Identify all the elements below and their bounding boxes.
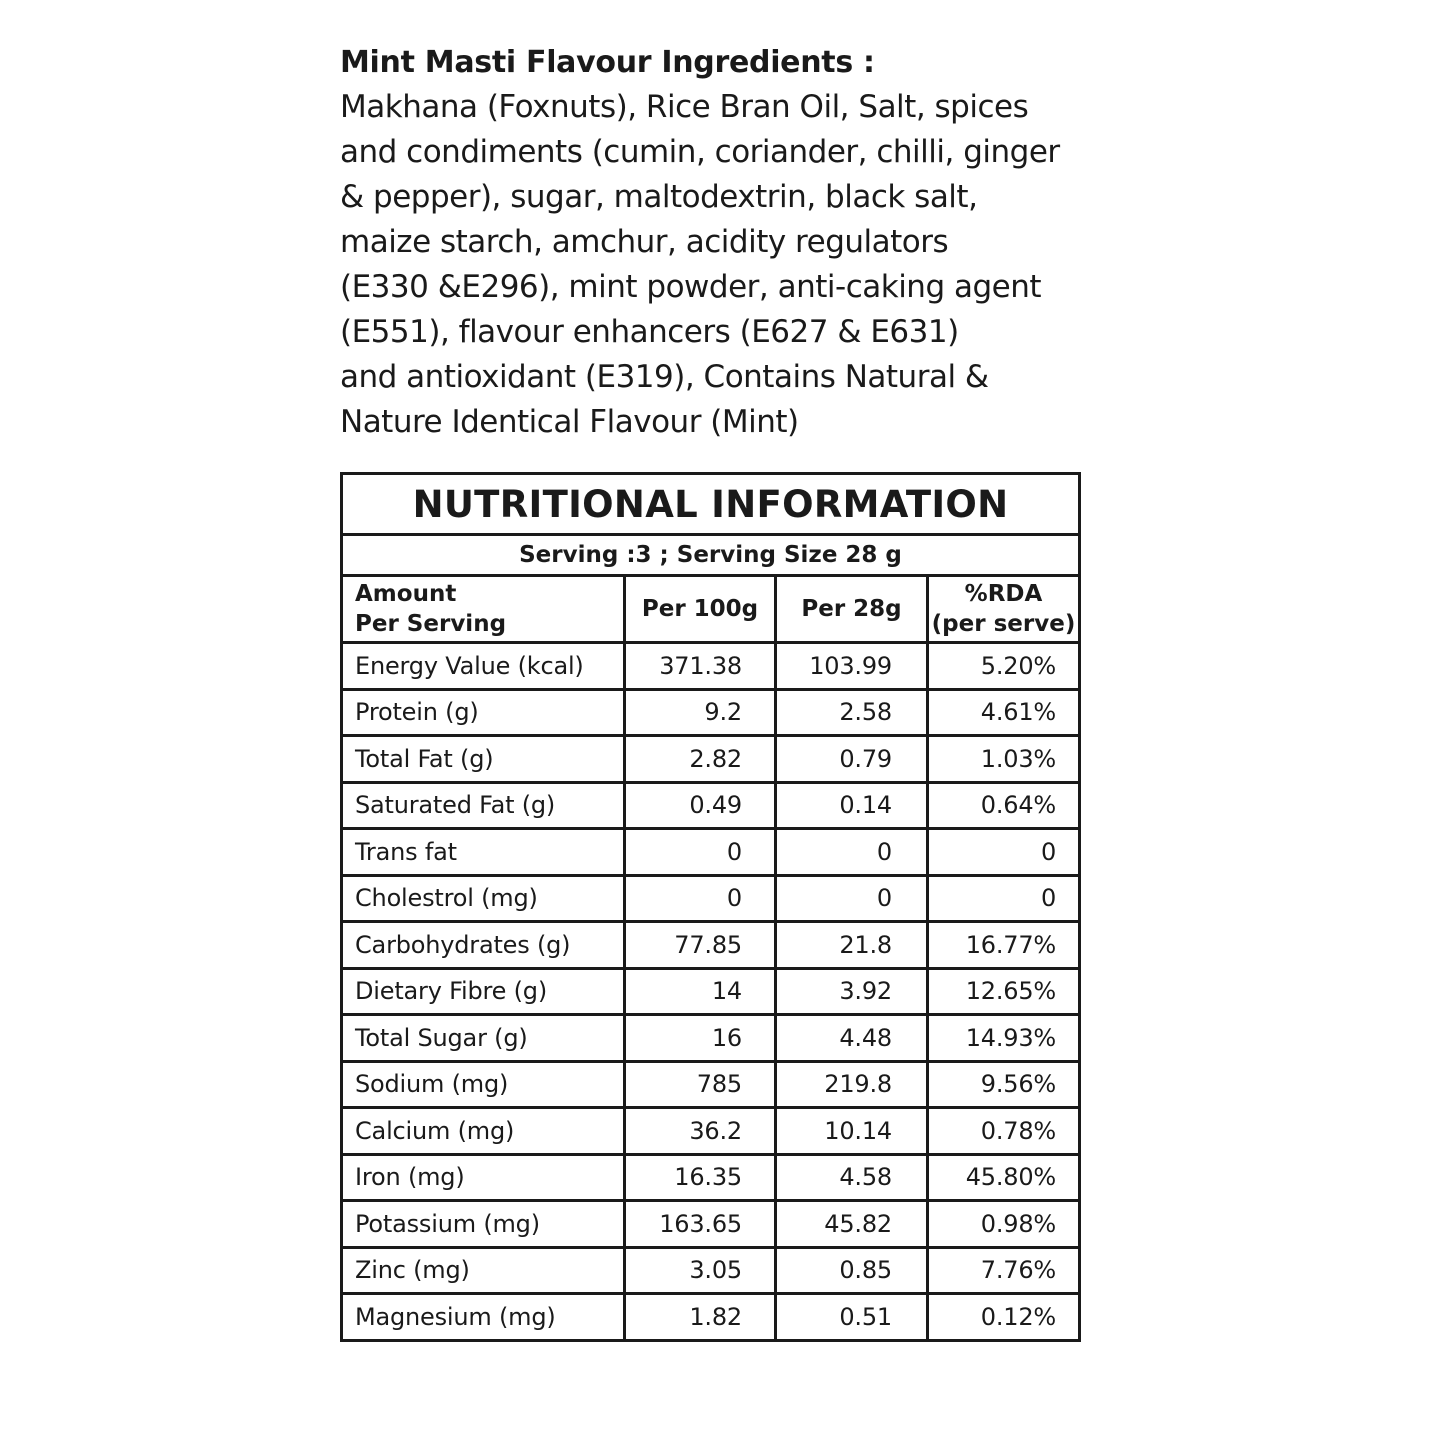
ingredients-line: Nature Identical Flavour (Mint)	[340, 404, 799, 440]
header-per-28g: Per 28g	[776, 576, 928, 643]
value-per-28g: 0.85	[776, 1247, 928, 1294]
table-row	[342, 1247, 1080, 1294]
nutrition-table	[340, 472, 1081, 1342]
nutrient-name: Potassium (mg)	[342, 1201, 625, 1248]
value-per-100g: 0	[625, 829, 776, 876]
value-per-28g: 0.14	[776, 782, 928, 829]
value-per-28g: 0.79	[776, 736, 928, 783]
nutrient-name: Saturated Fat (g)	[342, 782, 625, 829]
value-per-28g: 0	[776, 875, 928, 922]
table-row	[342, 1154, 1080, 1201]
value-per-28g: 0.51	[776, 1294, 928, 1341]
value-rda: 12.65%	[928, 968, 1080, 1015]
value-rda: 5.20%	[928, 643, 1080, 690]
value-rda: 0.98%	[928, 1201, 1080, 1248]
header-per-100g: Per 100g	[625, 576, 776, 643]
value-rda: 45.80%	[928, 1154, 1080, 1201]
header-rda-line2: (per serve)	[931, 611, 1076, 637]
value-per-28g: 21.8	[776, 922, 928, 969]
value-per-100g: 785	[625, 1061, 776, 1108]
value-rda: 16.77%	[928, 922, 1080, 969]
value-per-28g: 3.92	[776, 968, 928, 1015]
ingredients-title: Mint Masti Flavour Ingredients :	[340, 45, 875, 80]
ingredients-line: Makhana (Foxnuts), Rice Bran Oil, Salt, spices	[340, 89, 1029, 125]
table-row	[342, 922, 1080, 969]
ingredients-line: and antioxidant (E319), Contains Natural &	[340, 359, 989, 395]
nutrient-name: Cholestrol (mg)	[342, 875, 625, 922]
nutrient-name: Calcium (mg)	[342, 1108, 625, 1155]
nutrient-name: Total Sugar (g)	[342, 1015, 625, 1062]
nutrient-name: Iron (mg)	[342, 1154, 625, 1201]
value-per-28g: 4.48	[776, 1015, 928, 1062]
table-row	[342, 875, 1080, 922]
ingredients-section	[340, 40, 1140, 445]
value-per-100g: 0	[625, 875, 776, 922]
value-per-28g: 2.58	[776, 689, 928, 736]
table-row	[342, 782, 1080, 829]
table-row	[342, 829, 1080, 876]
header-amount-line1: Amount	[355, 581, 457, 607]
value-per-100g: 16	[625, 1015, 776, 1062]
table-header-row	[342, 576, 1080, 643]
value-per-100g: 163.65	[625, 1201, 776, 1248]
value-per-100g: 77.85	[625, 922, 776, 969]
nutrition-title: NUTRITIONAL INFORMATION	[342, 474, 1080, 535]
value-per-28g: 4.58	[776, 1154, 928, 1201]
table-row	[342, 968, 1080, 1015]
table-row	[342, 736, 1080, 783]
header-amount-per-serving	[342, 576, 625, 643]
nutrient-name: Protein (g)	[342, 689, 625, 736]
serving-info: Serving :3 ; Serving Size 28 g	[342, 535, 1080, 576]
value-rda: 7.76%	[928, 1247, 1080, 1294]
header-rda	[928, 576, 1080, 643]
table-row	[342, 1061, 1080, 1108]
table-row	[342, 1015, 1080, 1062]
value-per-100g: 14	[625, 968, 776, 1015]
value-per-100g: 371.38	[625, 643, 776, 690]
value-rda: 0.12%	[928, 1294, 1080, 1341]
ingredients-line: and condiments (cumin, coriander, chilli, ginger	[340, 134, 1060, 170]
value-per-28g: 10.14	[776, 1108, 928, 1155]
value-per-100g: 3.05	[625, 1247, 776, 1294]
value-rda: 9.56%	[928, 1061, 1080, 1108]
ingredients-line: (E551), flavour enhancers (E627 & E631)	[340, 314, 959, 350]
nutrition-rows	[342, 643, 1080, 1341]
nutrient-name: Magnesium (mg)	[342, 1294, 625, 1341]
nutrient-name: Total Fat (g)	[342, 736, 625, 783]
nutrient-name: Carbohydrates (g)	[342, 922, 625, 969]
table-row	[342, 643, 1080, 690]
value-per-100g: 2.82	[625, 736, 776, 783]
value-rda: 4.61%	[928, 689, 1080, 736]
table-row	[342, 1108, 1080, 1155]
ingredients-line: (E330 &E296), mint powder, anti-caking agent	[340, 269, 1042, 305]
value-rda: 14.93%	[928, 1015, 1080, 1062]
nutrient-name: Energy Value (kcal)	[342, 643, 625, 690]
value-rda: 0.78%	[928, 1108, 1080, 1155]
value-per-28g: 0	[776, 829, 928, 876]
value-per-100g: 1.82	[625, 1294, 776, 1341]
value-per-100g: 0.49	[625, 782, 776, 829]
nutrient-name: Sodium (mg)	[342, 1061, 625, 1108]
value-per-28g: 103.99	[776, 643, 928, 690]
nutrient-name: Zinc (mg)	[342, 1247, 625, 1294]
value-per-28g: 45.82	[776, 1201, 928, 1248]
header-amount-line2: Per Serving	[355, 611, 507, 637]
ingredients-line: & pepper), sugar, maltodextrin, black salt,	[340, 179, 978, 215]
value-rda: 0	[928, 829, 1080, 876]
table-row	[342, 689, 1080, 736]
header-rda-line1: %RDA	[964, 581, 1043, 607]
value-rda: 0.64%	[928, 782, 1080, 829]
table-row	[342, 1201, 1080, 1248]
value-rda: 0	[928, 875, 1080, 922]
table-row	[342, 1294, 1080, 1341]
ingredients-line: maize starch, amchur, acidity regulators	[340, 224, 949, 260]
value-per-100g: 16.35	[625, 1154, 776, 1201]
value-per-100g: 9.2	[625, 689, 776, 736]
value-rda: 1.03%	[928, 736, 1080, 783]
nutrient-name: Trans fat	[342, 829, 625, 876]
nutrient-name: Dietary Fibre (g)	[342, 968, 625, 1015]
value-per-28g: 219.8	[776, 1061, 928, 1108]
value-per-100g: 36.2	[625, 1108, 776, 1155]
